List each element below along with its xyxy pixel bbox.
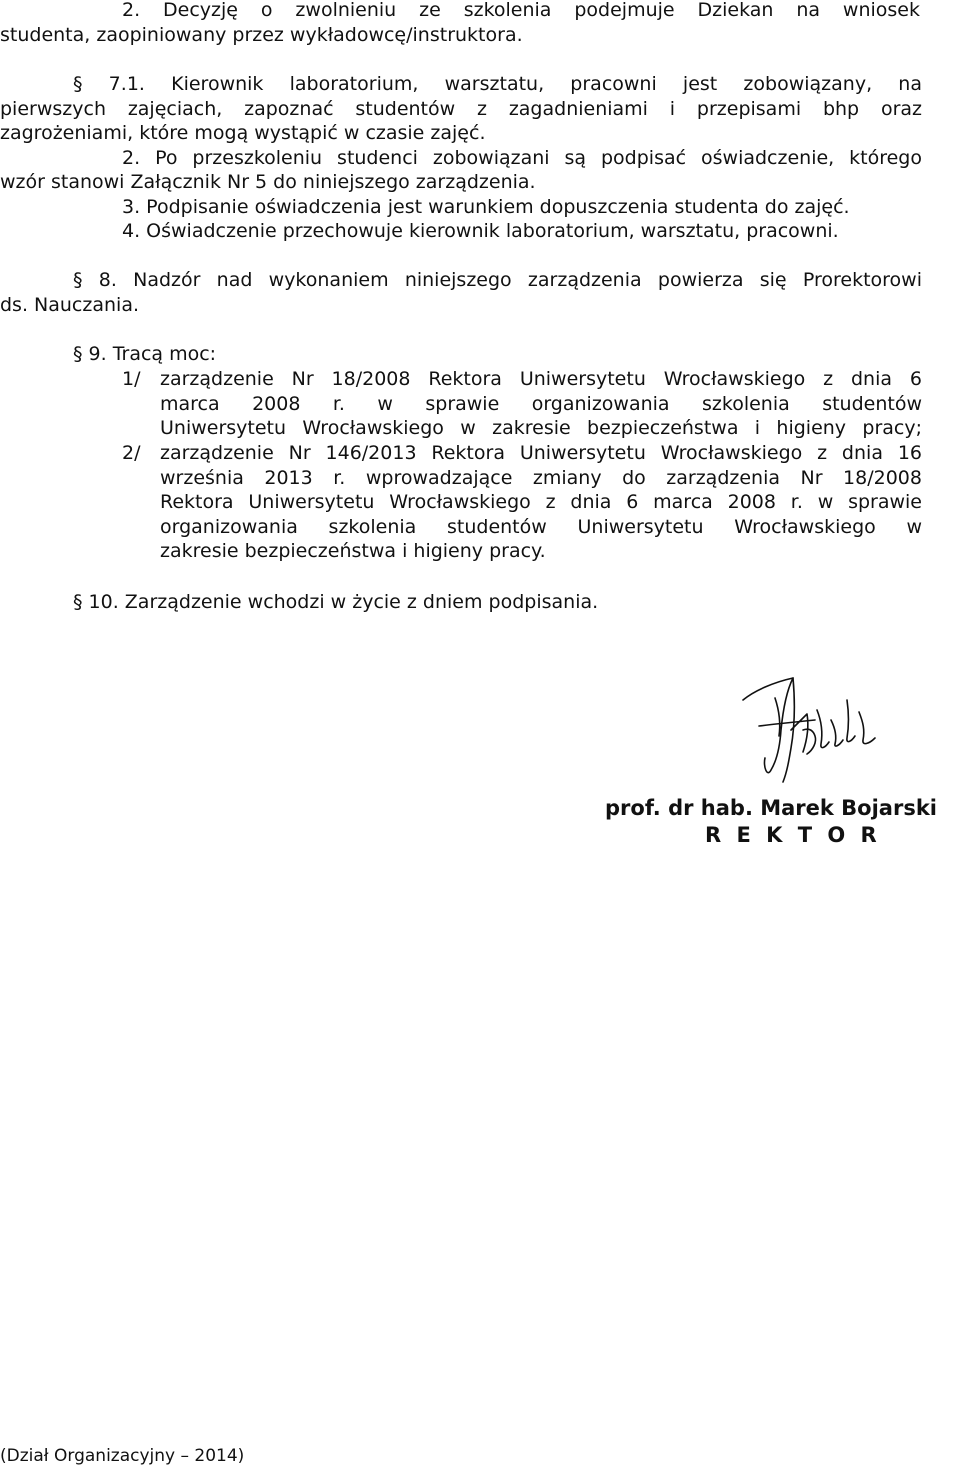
signature-drawing [735, 670, 915, 790]
section-10-paragraph: § 10. Zarządzenie wchodzi w życie z dniem podpisania. [73, 591, 599, 613]
signatory-title: R E K T O R [705, 823, 881, 847]
section-9-item-1-number: 1/ [122, 368, 141, 390]
section-9-item-2-line-1: zarządzenie Nr 146/2013 Rektora Uniwersytetu Wrocławskiego z dnia 16 [160, 442, 922, 464]
section-9-item-1-line-3: Uniwersytetu Wrocławskiego w zakresie bezpieczeństwa i higieny pracy; [160, 417, 922, 439]
section-7-point-2-line-2: wzór stanowi Załącznik Nr 5 do niniejszego zarządzenia. [0, 171, 536, 193]
section-8-paragraph [0, 268, 922, 317]
signatory-name: prof. dr hab. Marek Bojarski [605, 796, 938, 820]
footer-note: (Dział Organizacyjny – 2014) [0, 1446, 245, 1466]
section-9-item-2-number: 2/ [122, 442, 141, 464]
item-2-paragraph [0, 0, 920, 47]
section-7-line-1: § 7.1. Kierownik laboratorium, warsztatu, pracowni jest zobowiązany, na [73, 73, 922, 95]
section-7-line-2: pierwszych zajęciach, zapoznać studentów z zagadnieniami i przepisami bhp oraz [0, 97, 922, 120]
section-9-heading: § 9. Tracą moc: [73, 343, 217, 365]
section-9-item-1-text [160, 367, 922, 441]
item-2-line-2: studenta, zaopiniowany przez wykładowcę/instruktora. [0, 23, 523, 46]
section-9-item-2-line-2: września 2013 r. wprowadzające zmiany do zarządzenia Nr 18/2008 [160, 466, 922, 489]
section-7-point-2-line-1: 2. Po przeszkoleniu studenci zobowiązani są podpisać oświadczenie, którego [122, 146, 922, 169]
section-9-item-2-line-5: zakresie bezpieczeństwa i higieny pracy. [160, 540, 546, 562]
handwritten-signature [735, 670, 915, 790]
section-7-line-3: zagrożeniami, które mogą wystąpić w czasie zajęć. [0, 122, 486, 144]
section-7-paragraph [0, 72, 922, 244]
section-9-item-2-text [160, 441, 922, 564]
section-8-line-1: § 8. Nadzór nad wykonaniem niniejszego zarządzenia powierza się Prorektorowi [73, 269, 922, 291]
section-9-item-1-line-1: zarządzenie Nr 18/2008 Rektora Uniwersytetu Wrocławskiego z dnia 6 [160, 368, 922, 390]
section-9-item-1-line-2: marca 2008 r. w sprawie organizowania szkolenia studentów [160, 392, 922, 415]
section-7-point-3: 3. Podpisanie oświadczenia jest warunkiem dopuszczenia studenta do zajęć. [122, 195, 850, 218]
section-9-item-2-line-3: Rektora Uniwersytetu Wrocławskiego z dnia 6 marca 2008 r. w sprawie [160, 491, 922, 513]
item-2-line-1: 2. Decyzję o zwolnieniu ze szkolenia podejmuje Dziekan na wniosek [122, 0, 920, 21]
section-8-line-2: ds. Nauczania. [0, 293, 140, 316]
section-7-point-4: 4. Oświadczenie przechowuje kierownik laboratorium, warsztatu, pracowni. [122, 220, 839, 242]
section-9-item-2-line-4: organizowania szkolenia studentów Uniwersytetu Wrocławskiego w [160, 515, 922, 538]
